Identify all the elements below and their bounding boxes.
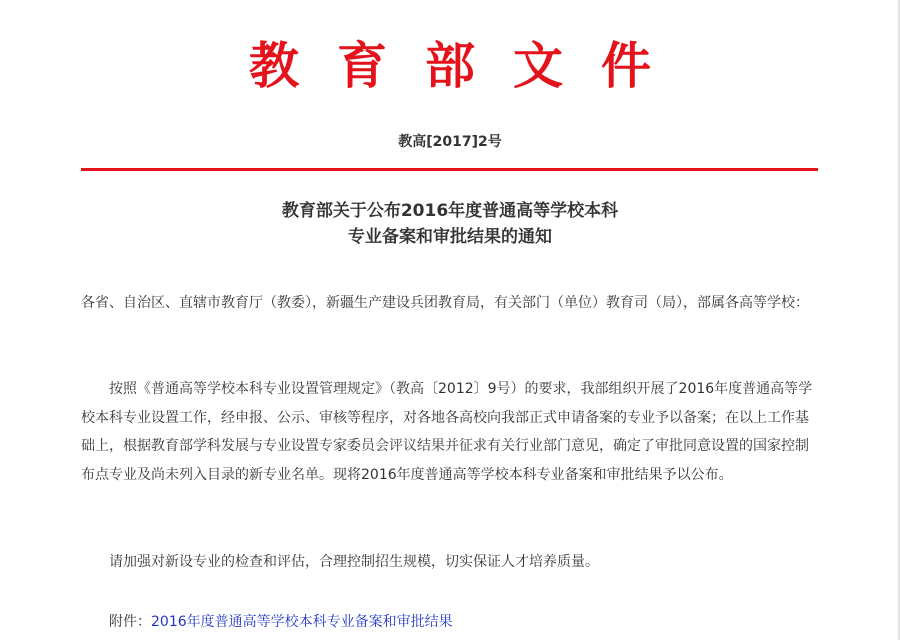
letterhead-char: 教 <box>249 36 299 95</box>
attachment-link[interactable]: 2016年度普通高等学校本科专业备案和审批结果 <box>151 614 453 630</box>
letterhead-char: 部 <box>425 36 475 95</box>
body-paragraph-1: 按照《普通高等学校本科专业设置管理规定》（教高〔2012〕9号）的要求，我部组织开展了2016年度普通高等学校本科专业设置工作，经申报、公示、审核等程序，对各地各高校向我部正式申请备案的专业予以备案；在以上工作基础上，根据教育部学科发展与专业设置专家委员会评议结果并征求有关行业部门意见，确定了审批同意设置的国家控制布点专业及尚未列入目录的新专业名单。现将2016年度普通高等学校本科专业备案和审批结果予以公布。 <box>81 381 813 483</box>
document-title <box>0 198 900 250</box>
red-divider <box>81 168 818 171</box>
document-number: 教高[2017]2号 <box>398 134 502 150</box>
attachment-label: 附件： <box>109 614 151 630</box>
letterhead-char: 文 <box>513 36 563 95</box>
letterhead <box>0 36 900 96</box>
body-paragraph-2: 请加强对新设专业的检查和评估，合理控制招生规模，切实保证人才培养质量。 <box>109 554 599 570</box>
addressee: 各省、自治区、直辖市教育厅（教委），新疆生产建设兵团教育局，有关部门（单位）教育司（局），部属各高等学校： <box>81 295 809 311</box>
attachment-line <box>81 608 849 637</box>
letterhead-char: 育 <box>337 36 387 95</box>
title-line-2: 专业备案和审批结果的通知 <box>348 227 552 247</box>
title-line-1: 教育部关于公布2016年度普通高等学校本科 <box>281 201 619 221</box>
letterhead-char: 件 <box>601 36 651 95</box>
